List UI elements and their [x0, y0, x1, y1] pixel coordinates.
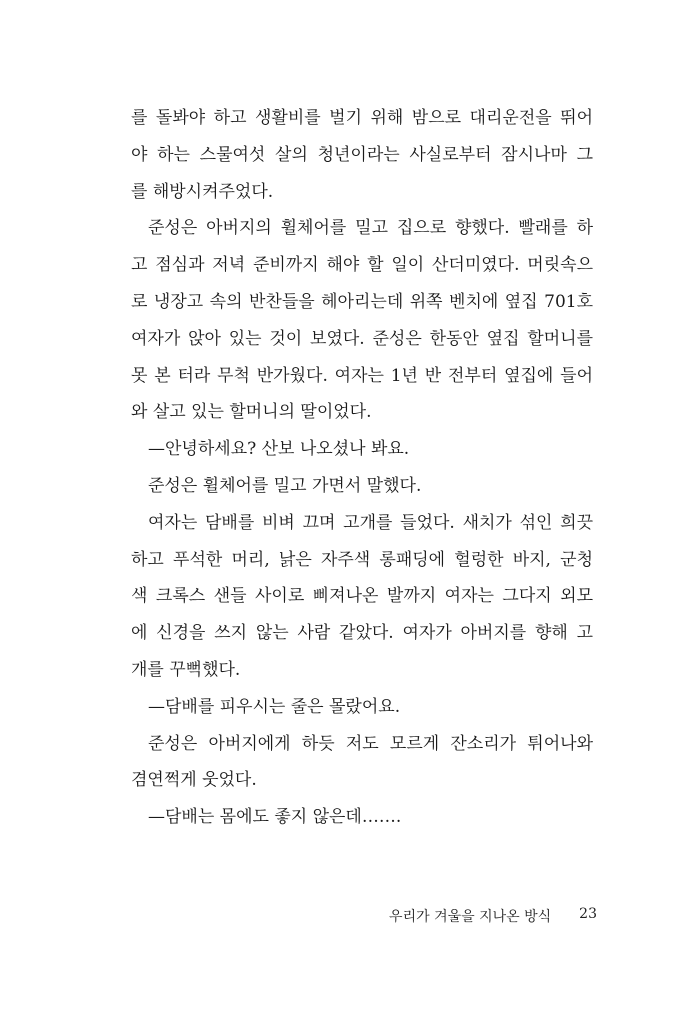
text-line: 준성은 휠체어를 밀고 가면서 말했다. [148, 475, 422, 496]
page-footer [389, 906, 597, 926]
text-line: 고 점심과 저녁 준비까지 해야 할 일이 산더미였다. 머릿속으 [131, 255, 593, 276]
text-line: 야 하는 스물여섯 살의 청년이라는 사실로부터 잠시나마 그 [131, 144, 593, 165]
text-line: 로 냉장고 속의 반찬들을 헤아리는데 위쪽 벤치에 옆집 701호 [131, 291, 593, 312]
text-line: 와 살고 있는 할머니의 딸이었다. [131, 402, 372, 423]
text-line: —담배를 피우시는 줄은 몰랐어요. [148, 696, 401, 717]
page-number: 23 [579, 906, 597, 922]
text-line: —안녕하세요? 산보 나오셨나 봐요. [148, 439, 410, 460]
text-line: 에 신경을 쓰지 않는 사람 같았다. 여자가 아버지를 향해 고 [131, 623, 593, 644]
text-line: —담배는 몸에도 좋지 않은데……. [148, 807, 402, 828]
text-line: 색 크록스 샌들 사이로 삐져나온 발까지 여자는 그다지 외모 [131, 586, 593, 607]
text-line: 하고 푸석한 머리, 낡은 자주색 롱패딩에 헐렁한 바지, 군청 [131, 549, 593, 570]
text-line: 를 해방시켜주었다. [131, 181, 274, 202]
text-line: 준성은 아버지에게 하듯 저도 모르게 잔소리가 튀어나와 [148, 733, 593, 754]
running-title: 우리가 겨울을 지나온 방식 [389, 909, 552, 925]
text-line: 준성은 아버지의 휠체어를 밀고 집으로 향했다. 빨래를 하 [148, 218, 593, 239]
text-line: 겸연쩍게 웃었다. [131, 770, 257, 791]
text-line: 개를 꾸뻑했다. [131, 659, 241, 680]
text-line: 여자는 담배를 비벼 끄며 고개를 들었다. 새치가 섞인 희끗 [148, 512, 593, 533]
body-text [131, 100, 593, 836]
text-line: 여자가 앉아 있는 것이 보였다. 준성은 한동안 옆집 할머니를 [131, 328, 593, 349]
text-line: 를 돌봐야 하고 생활비를 벌기 위해 밤으로 대리운전을 뛰어 [131, 108, 593, 128]
text-line: 못 본 터라 무척 반가웠다. 여자는 1년 반 전부터 옆집에 들어 [131, 365, 593, 386]
